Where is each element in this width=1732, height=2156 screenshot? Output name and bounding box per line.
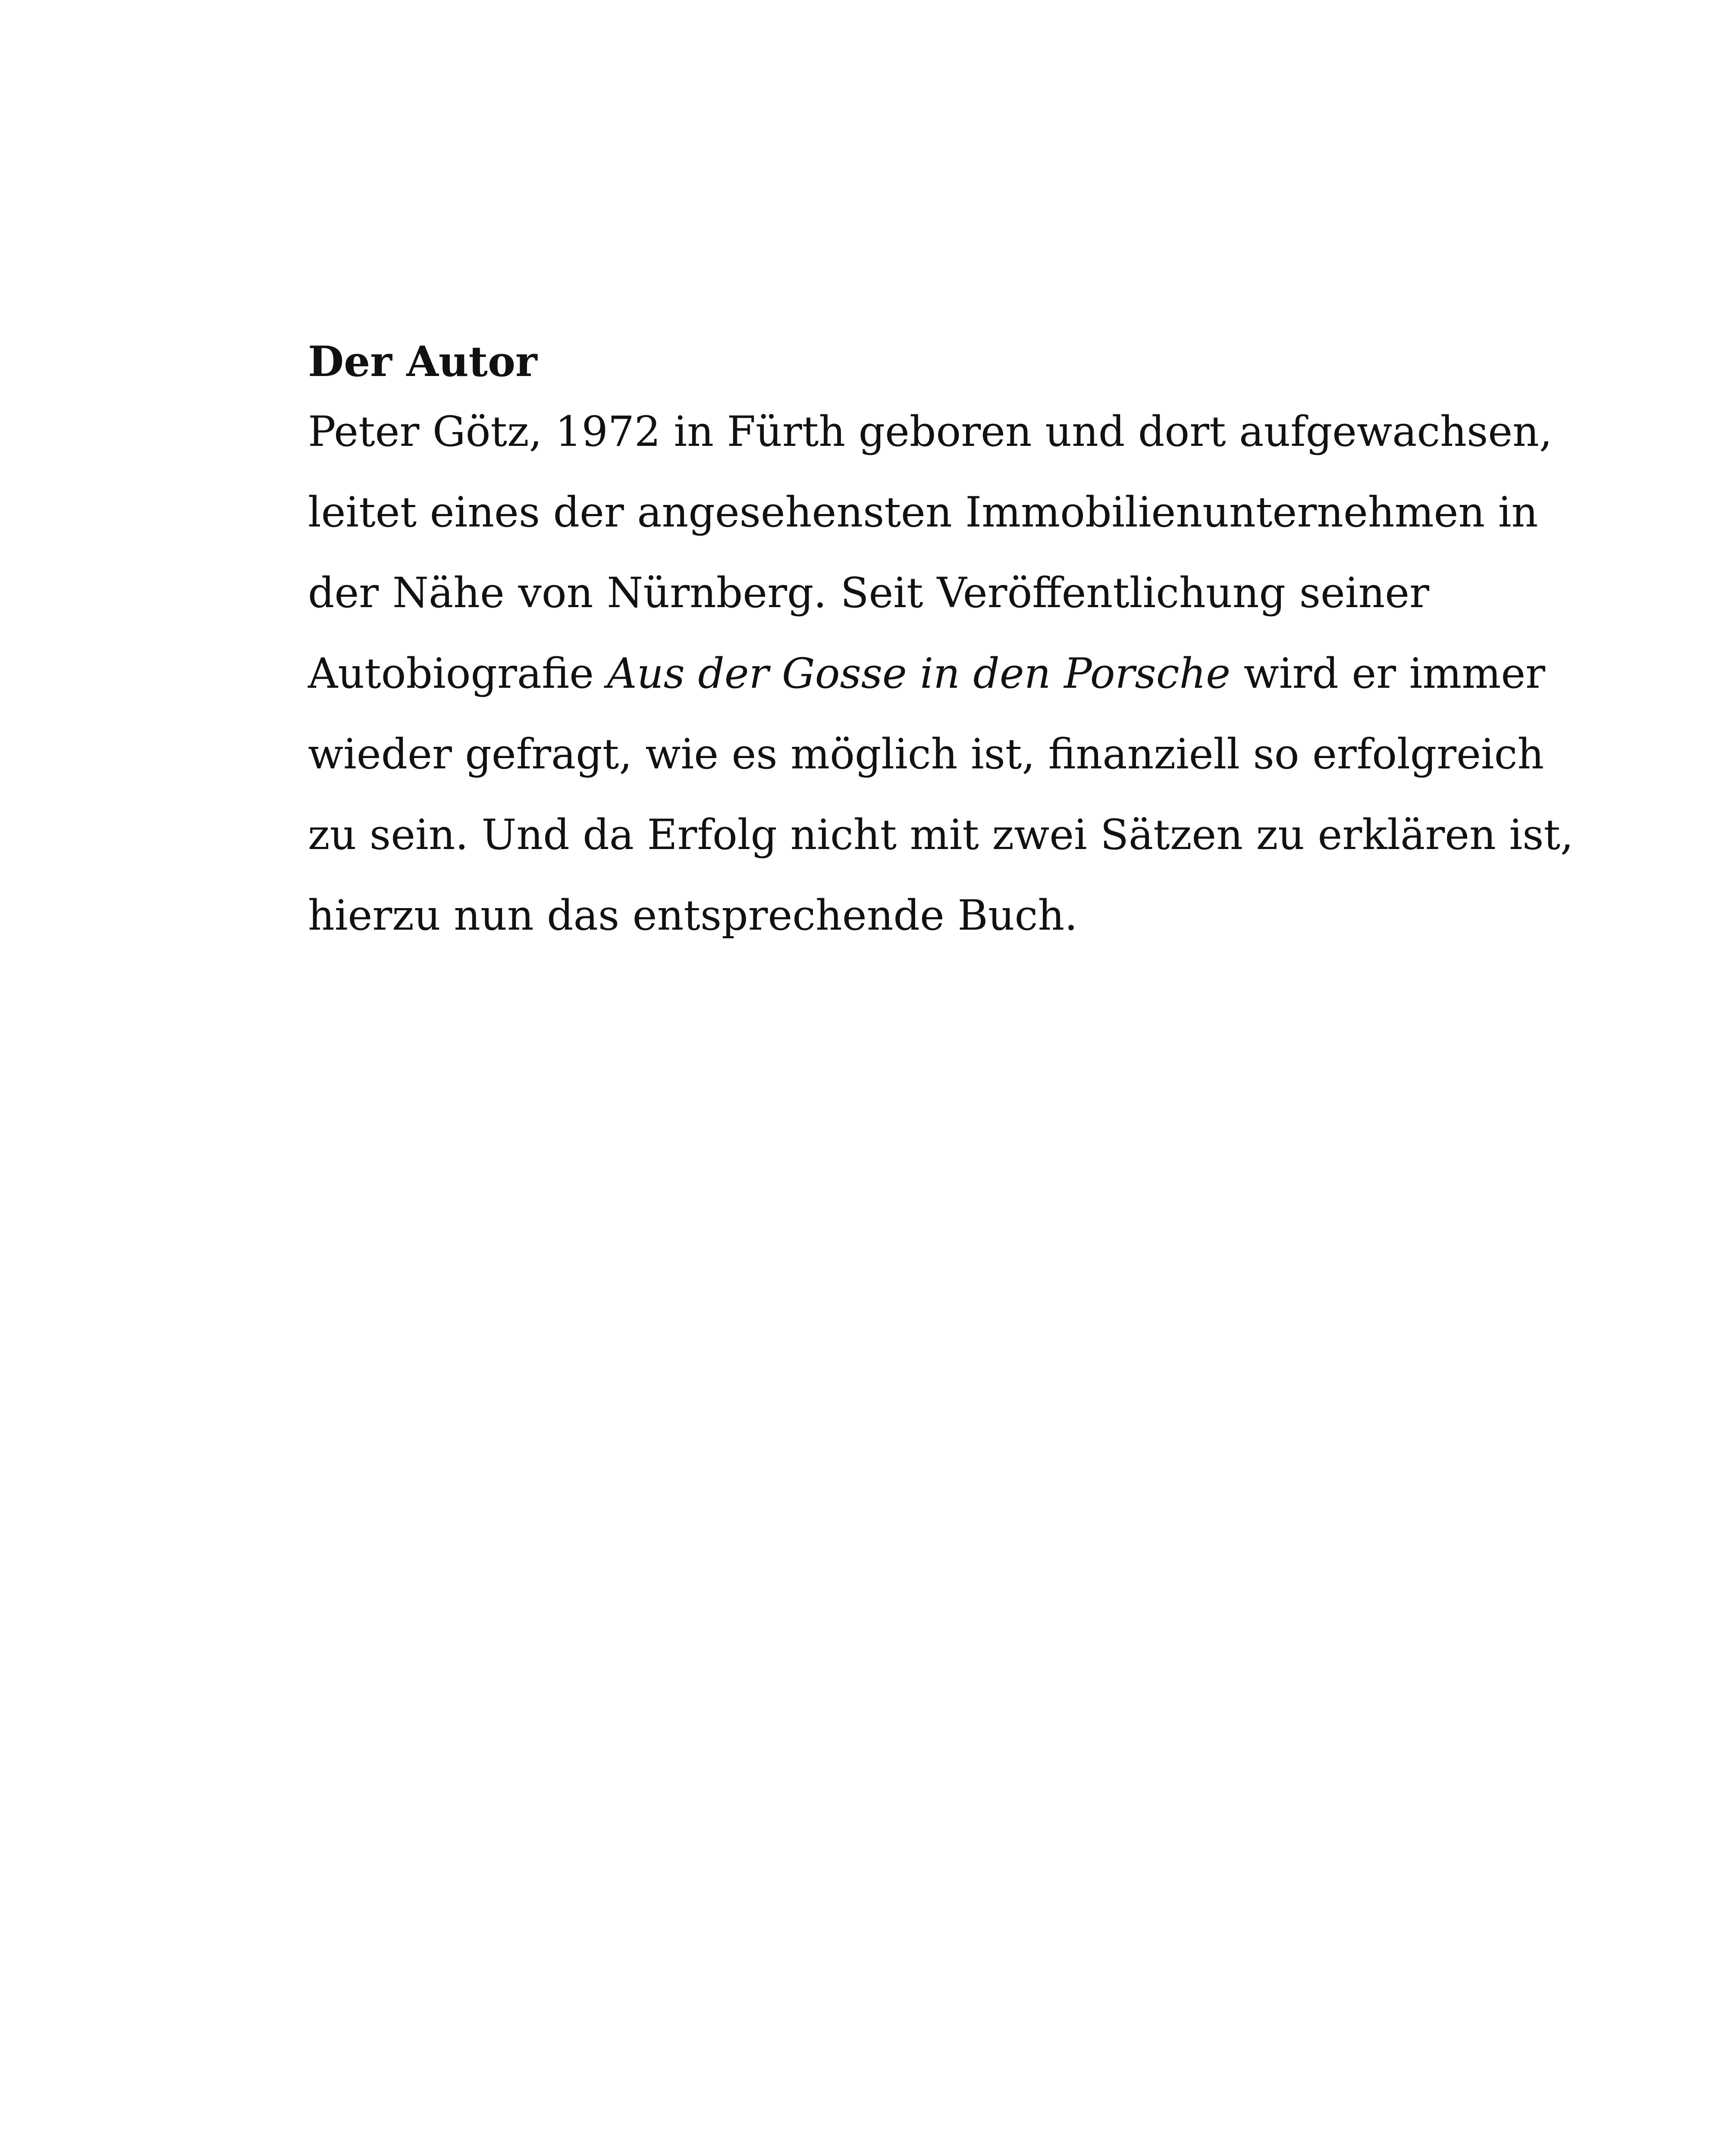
author-bio-paragraph [308,392,1574,956]
paragraph-line [308,633,1546,714]
paragraph-line: der Nähe von Nürnberg. Seit Veröffentlichung seiner [308,569,1429,617]
section-heading: Der Autor [308,337,537,386]
book-title: Aus der Gosse in den Porsche [607,649,1231,698]
line-text-after-title: wird er immer [1230,649,1546,698]
paragraph-line: Peter Götz, 1972 in Fürth geboren und dort aufgewachsen, [308,407,1553,456]
paragraph-line: leitet eines der angesehensten Immobilienunternehmen in [308,488,1538,536]
author-section [308,332,1574,956]
line-text-before-title: Autobiografie [308,649,607,698]
paragraph-line: wieder gefragt, wie es möglich ist, finanziell so erfolgreich [308,730,1544,778]
paragraph-line: hierzu nun das entsprechende Buch. [308,891,1078,940]
paragraph-line: zu sein. Und da Erfolg nicht mit zwei Sätzen zu erklären ist, [308,811,1574,859]
